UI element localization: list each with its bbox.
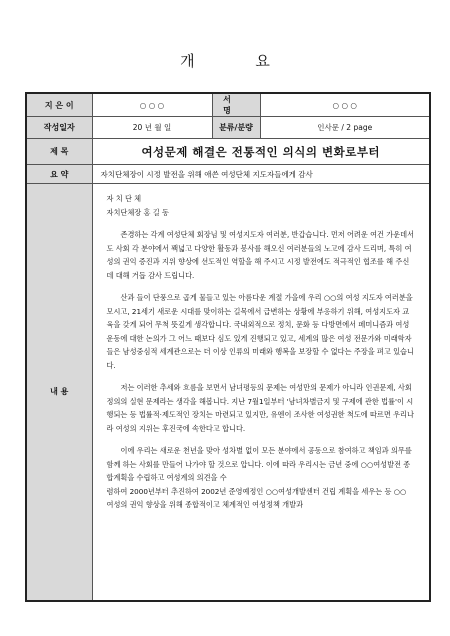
category-value: 인사문 / 2 page — [260, 117, 430, 139]
date-value: 20 년 월 일 — [92, 117, 212, 139]
content-org: 자 치 단 체 — [106, 194, 142, 203]
book-title-label: 서 명 — [212, 93, 260, 117]
content-paragraph-5: 렴하여 2000년부터 추진하여 2002년 준영예정인 ○○여성개발센터 건립 계획을 세우는 등 ○○ 여성의 권익 향상을 위해 종합적이고 체계적인 여성정책 개발과 — [106, 486, 407, 509]
content-paragraph-4: 이에 우리는 새로운 천년을 맞아 성차별 없이 모든 분야에서 공동으로 참여하고 책임과 의무를 함께 하는 사회를 만들어 나가야 할 것으로 압니다. 이에 따라 우리시는 금년 중에 ○○여성발전 종합계획을 수립하고 여성계의 의견을 수 — [106, 446, 412, 482]
content-author: 자치단체장 홍 길 동 — [106, 207, 169, 217]
content-body — [92, 184, 430, 601]
author-value: ○ ○ ○ — [92, 93, 212, 117]
summary-sheet — [25, 92, 431, 602]
page-title: 개 요 — [180, 52, 298, 70]
content-label: 내 용 — [26, 184, 92, 601]
summary-label: 요 약 — [26, 165, 92, 184]
date-label: 작성일자 — [26, 117, 92, 139]
subject-value: 여성문제 해결은 전통적인 의식의 변화로부터 — [92, 139, 430, 165]
category-label: 분류/분량 — [212, 117, 260, 139]
summary-value: 자치단체장이 시정 발전을 위해 애쓴 여성단체 지도자들에게 감사 — [92, 165, 430, 184]
content-paragraph-1: 존경하는 각계 여성단체 회장님 및 여성지도자 여러분, 반갑습니다. 먼저 어려운 여건 가운데서도 사회 각 분야에서 꽥넓고 다양한 활동과 봉사를 해오신 여러분들의 노고에 감사 드리며, 특히 여성의 권익 증진과 지위 향상에 선도적인 역할을 해 주시고 시정 발전에도 적극적인 협조를 해 주신데 대해 거듭 감사 드립니다. — [106, 230, 415, 280]
book-title-value: ○ ○ ○ — [260, 93, 430, 117]
content-paragraph-2: 산과 들이 단풍으로 곱게 물들고 있는 아름다운 계절 가을에 우리 ○○의 여성 지도자 여러분을 모시고, 21세기 새로운 시대를 맞이하는 길목에서 급변하는 상황에 부응하기 위해, 여성지도자 교육을 갖게 되어 무척 뜻깊게 생각합니다. 국내외적으로 정치, 문화 등 다방면에서 페미니즘과 여성운동에 대한 논의가 그 어느 때보다 심도 있게 진행되고 있고, 세계의 많은 여성 전문가와 미래학자들은 남성중심적 세계관으로는 더 이상 인류의 미래와 행복을 보장할 수 없다는 주장을 펴고 있습니다. — [106, 293, 414, 370]
author-label: 지 은 이 — [26, 93, 92, 117]
content-paragraph-3: 저는 이러한 추세와 흐름을 보면서 남녀평등의 문제는 여성만의 문제가 아니라 인권문제, 사회정의의 실현 문제라는 생각을 해봅니다. 지난 7월1일부터 '남녀차별금지 및 구제에 관한 법률'이 시행되는 등 법률적·제도적인 장치는 마련되고 있지만, 유엔이 조사한 여성권한 척도에 따르면 우리나라 여성의 지위는 후진국에 속한다고 합니다. — [106, 383, 414, 433]
subject-label: 제 목 — [26, 139, 92, 165]
